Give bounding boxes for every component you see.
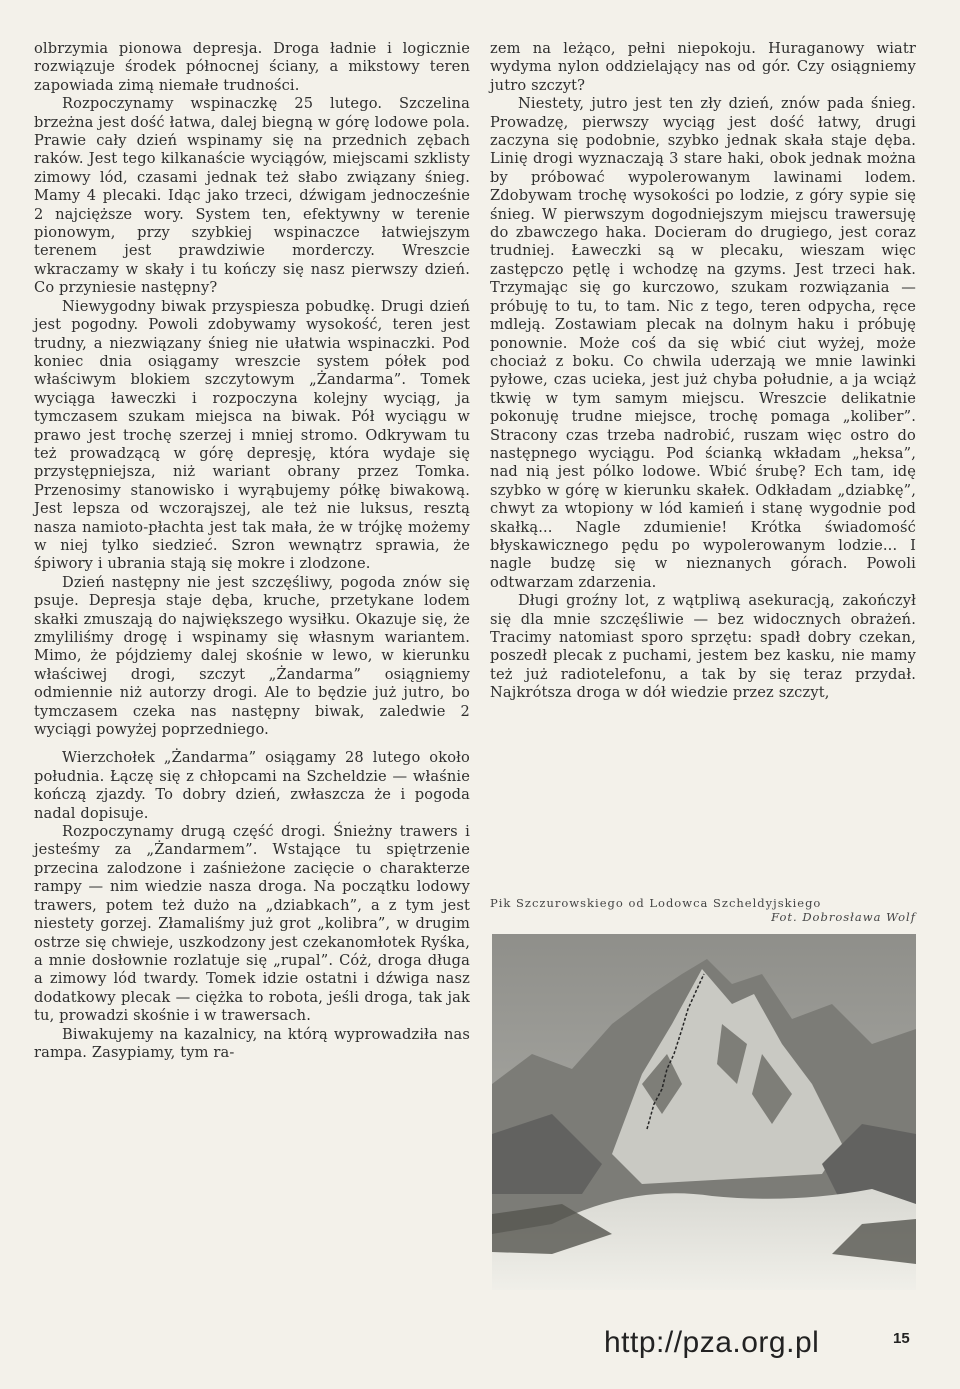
footer-url[interactable]: http://pza.org.pl bbox=[604, 1326, 820, 1359]
mountain-photo-image bbox=[492, 934, 916, 1290]
paragraph: Niestety, jutro jest ten zły dzień, znów pada śnieg. Prowadzę, pierwszy wyciąg jest dość łatwy, drugi zaczyna się podobnie, szybko jednak skała staje dęba. Linię drogi wyznaczają 3 stare haki, obok jednak można by próbować wypolerowanym lawinami lodem. Zdobywam trochę wysokości po lodzie, z góry sypie się śnieg. W pierwszym dogodniejszym miejscu trawersuję do zbawczego haka. Docieram do drugiego, jest coraz trudniej. Ławeczki są w plecaku, wieszam więc zastępczo pętlę i wchodzę na gzyms. Jest trzeci hak. Trzymając się go kurczowo, szukam rozwiązania — próbuję to tu, to tam. Nic z tego, teren odpycha, ręce mdleją. Zostawiam plecak na dolnym haku i próbuję ponownie. Może coś da się wbić ciut wyżej, może chociaż z boku. Co chwila uderzają we mnie lawinki pyłowe, czas ucieka, jest już chyba południe, a ja wciąż tkwię w tym samym miejscu. Wreszcie delikatnie pokonuję trudne miejsce, trochę pomaga „koliber”. Stracony czas trzeba nadrobić, ruszam więc ostro do następnego wyciągu. Pod ścianką wkładam „heksa”, nad nią jest pólko lodowe. Wbić śrubę? Ech tam, idę szybko w górę w kierunku skałek. Odkładam „dziabkę”, chwyt za wtopiony w lód kamień i stanę wygodnie pod skałką... Nagle zdumienie! Krótka świadomość błyskawicznego pędu po wypolerowanym lodzie... I nagle budzę się w nieznanych górach. Powoli odtwarzam zdarzenia. bbox=[490, 95, 916, 591]
paragraph: Wierzchołek „Żandarma” osiągamy 28 lutego około południa. Łączę się z chłopcami na Szcheldzie — właśnie kończą zjazdy. To dobry dzień, zwłaszcza że i pogoda nadal dopisuje. bbox=[34, 749, 470, 822]
paragraph: Rozpoczynamy drugą część drogi. Śnieżny trawers i jesteśmy za „Żandarmem”. Wstające tu spiętrzenie przecina zalodzone i zaśnieżone zacięcie o charakterze rampy — nim wiedzie nasza droga. Na początku lodowy trawers, potem też dużo na „dziabkach”, a z tym jest niestety gorzej. Złamaliśmy już grot „kolibra”, w drugim ostrze się chwieje, uszkodzony jest czekanomłotek Ryśka, a mnie dosłownie rozlatuje się „rupal”. Cóż, droga długa a zimowy lód twardy. Tomek idzie ostatni i dźwiga nasz dodatkowy plecak — ciężka to robota, jeśli droga, tak jak tu, prowadzi skośnie i w trawersach. bbox=[34, 823, 470, 1025]
paragraph: Długi groźny lot, z wątpliwą asekuracją, zakończył się dla mnie szczęśliwie — bez widocznych obrażeń. Tracimy natomiast sporo sprzętu: spadł dobry czekan, poszedł plecak z puchami, jestem bez kasku, nie mamy też już radiotelefonu, a tak by się teraz przydał. Najkrótsza droga w dół wiedzie przez szczyt, bbox=[490, 592, 916, 702]
mountain-photo bbox=[492, 934, 916, 1290]
paragraph: Dzień następny nie jest szczęśliwy, pogoda znów się psuje. Depresja staje dęba, kruche, przetykane lodem skałki zmuszają do największego wysiłku. Okazuje się, że zmyliliśmy drogę i wspinamy się własnym wariantem. Mimo, że pójdziemy dalej skośnie w lewo, w kierunku właściwej drogi, szczyt „Żandarma” osiągniemy odmiennie niż autorzy drogi. Ale to będzie już jutro, bo tymczasem czeka nas następny biwak, zaledwie 2 wyciągi powyżej poprzedniego. bbox=[34, 573, 470, 739]
caption-title: Pik Szczurowskiego od Lodowca Szcheldyjskiego bbox=[490, 896, 822, 910]
paragraph: zem na leżąco, pełni niepokoju. Huraganowy wiatr wydyma nylon oddzielający nas od gór. Czy osiągniemy jutro szczyt? bbox=[490, 40, 916, 94]
paragraph: Niewygodny biwak przyspiesza pobudkę. Drugi dzień jest pogodny. Powoli zdobywamy wysokość, teren jest trudny, a niezwiązany śnieg nie ułatwia wspinaczki. Pod koniec dnia osiągamy wreszcie system półek pod właściwym blokiem szczytowym „Żandarma”. Tomek wyciąga ławeczki i rozpoczyna kolejny wyciąg, ja tymczasem szukam miejsca na biwak. Pół wyciągu w prawo jest trochę szerzej i mniej stromo. Odkrywam tu też prowadzącą w górę depresję, która wydaje się przystępniejsza, niż wariant obrany przez Tomka. Przenosimy stanowisko i wyrąbujemy półkę biwakową. Jest lepsza od wczorajszej, ale też nie luksus, resztą nasza namioto-płachta jest tak mała, że w trójkę możemy w niej tylko siedzieć. Szron wewnątrz sprawia, że śpiwory i ubrania stają się mokre i zlodzone. bbox=[34, 297, 470, 573]
article-right-column bbox=[490, 40, 916, 703]
article-left-column bbox=[34, 40, 470, 1062]
paragraph: olbrzymia pionowa depresja. Droga ładnie i logicznie rozwiązuje środek północnej ściany, a mikstowy teren zapowiada zimą niemałe trudności. bbox=[34, 40, 470, 94]
page-number: 15 bbox=[893, 1330, 910, 1347]
paragraph: Biwakujemy na kazalnicy, na którą wyprowadziła nas rampa. Zasypiamy, tym ra- bbox=[34, 1025, 470, 1061]
photo-credit: Fot. Dobrosława Wolf bbox=[771, 910, 916, 924]
paragraph: Rozpoczynamy wspinaczkę 25 lutego. Szczelina brzeżna jest dość łatwa, dalej biegną w górę lodowe pola. Prawie cały dzień wspinamy się na przednich zębach raków. Jest tego kilkanaście wyciągów, miejscami szklisty zimowy lód, czasami jednak też słabo związany śnieg. Mamy 4 plecaki. Idąc jako trzeci, dźwigam jednocześnie 2 najcięższe wory. System ten, efektywny w terenie pionowym, przy szybkiej wspinaczce łatwiejszym terenem jest prawdziwie morderczy. Wreszcie wkraczamy w skały i tu kończy się nasz pierwszy dzień. Co przyniesie następny? bbox=[34, 95, 470, 297]
photo-caption bbox=[490, 896, 916, 924]
